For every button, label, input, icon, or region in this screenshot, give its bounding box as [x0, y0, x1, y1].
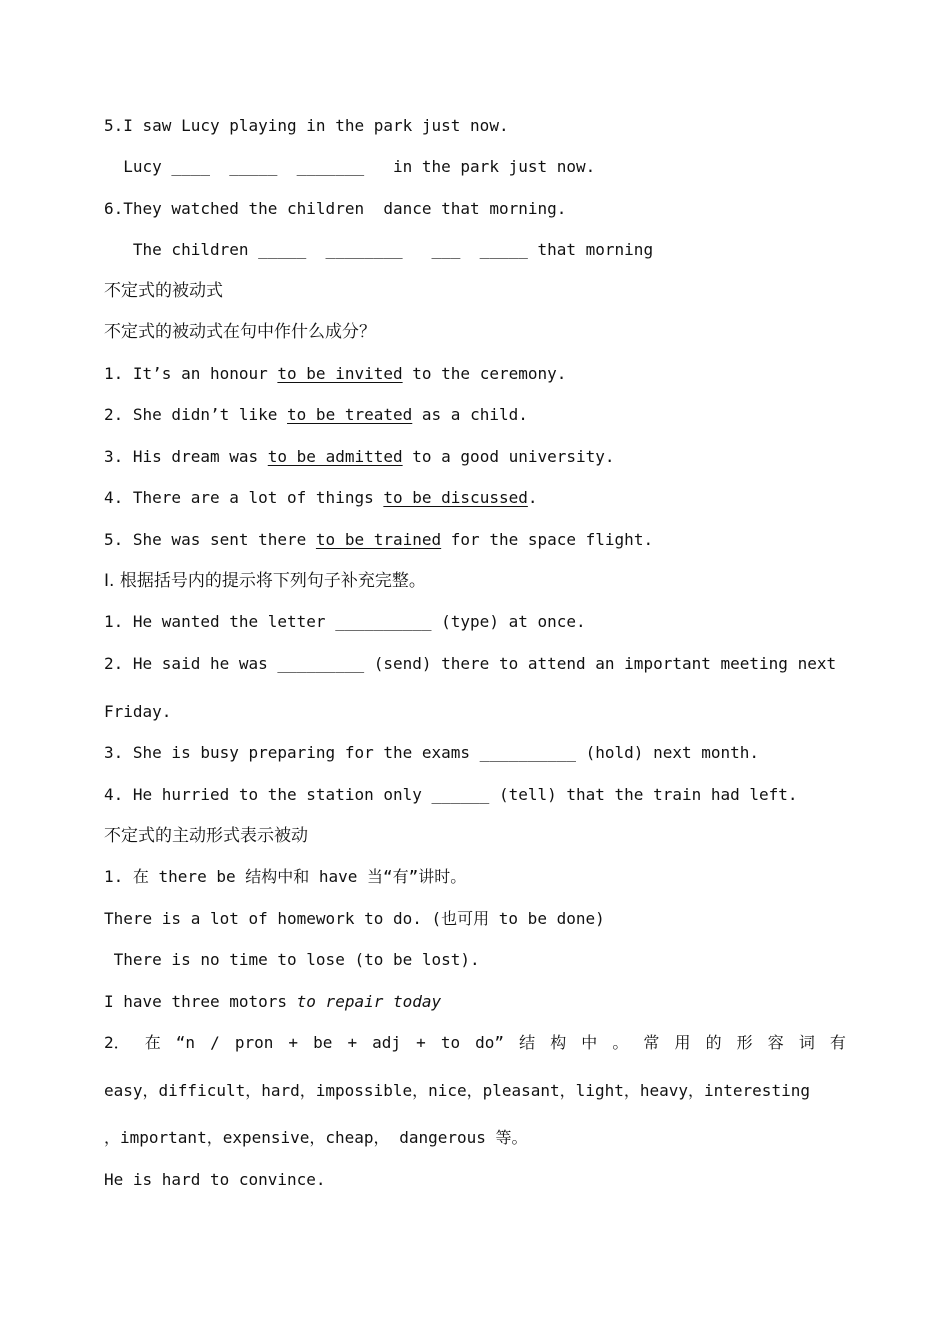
rule-2-token: 中 — [581, 1033, 598, 1052]
rule-2-token: pron — [234, 1033, 274, 1052]
italic-phrase: to repair today — [296, 992, 442, 1011]
example-3 — [104, 447, 615, 469]
rule-2-token: 的 — [705, 1033, 722, 1052]
rule-2-token: / — [210, 1033, 220, 1052]
rule-1-example-2: There is no time to lose (to be lost). — [104, 950, 480, 969]
text: as a child. — [412, 405, 528, 424]
underlined-phrase: to be discussed — [383, 488, 528, 507]
exercise-6-original: 6.They watched the children dance that morning. — [104, 199, 567, 218]
rule-2-token: + — [288, 1033, 299, 1052]
rule-1-example-3 — [104, 992, 441, 1014]
rule-2-token: 结 — [519, 1033, 536, 1052]
rule-2-example: He is hard to convince. — [104, 1170, 326, 1189]
section-heading-passive-infinitive: 不定式的被动式 — [104, 281, 223, 301]
rule-2-token: + — [347, 1033, 358, 1052]
fill-in-2: 2. He said he was _________ (send) there to attend an important meeting next — [104, 654, 837, 673]
underlined-phrase: to be treated — [287, 405, 413, 424]
rule-2-token: 容 — [767, 1033, 784, 1052]
rule-2-token: adj — [372, 1033, 402, 1052]
rule-2-token: 词 — [798, 1033, 815, 1052]
rule-2-token: 用 — [674, 1033, 691, 1052]
underlined-phrase: to be admitted — [267, 447, 403, 466]
rule-2-token: 2． — [104, 1033, 130, 1052]
rule-2-token: 。 — [612, 1033, 629, 1052]
rule-2-token: “n — [175, 1033, 196, 1052]
rule-2-adjectives: easy，difficult，hard，impossible，nice，pleasant，light，heavy，interesting — [104, 1081, 810, 1100]
fill-in-4: 4. He hurried to the station only ______ (tell) that the train had left. — [104, 785, 798, 804]
exercise-5-rewrite: Lucy ____ _____ _______ in the park just now. — [104, 157, 596, 176]
rule-2-adjectives-continued: ，important，expensive，cheap， dangerous 等。 — [104, 1128, 528, 1147]
text: I have three motors — [104, 992, 297, 1011]
text: 1. It’s an honour — [104, 364, 278, 383]
exercise-instructions: I. 根据括号内的提示将下列句子补充完整。 — [104, 571, 426, 591]
example-4 — [104, 488, 538, 510]
rule-2-token: 构 — [550, 1033, 567, 1052]
fill-in-2-continued: Friday. — [104, 702, 172, 721]
rule-1: 1. 在 there be 结构中和 have 当“有”讲时。 — [104, 867, 467, 886]
rule-2-token: 有 — [829, 1033, 846, 1052]
underlined-phrase: to be invited — [277, 364, 403, 383]
exercise-6-rewrite: The children _____ ________ ___ _____ that morning — [104, 240, 654, 259]
example-5 — [104, 530, 653, 552]
text: 3. His dream was — [104, 447, 268, 466]
underlined-phrase: to be trained — [315, 530, 442, 549]
section-question: 不定式的被动式在句中作什么成分？ — [104, 322, 376, 342]
text: 2. She didn’t like — [104, 405, 288, 424]
rule-1-example-1: There is a lot of homework to do. (也可用 to be done) — [104, 909, 605, 928]
text: 4. There are a lot of things — [104, 488, 384, 507]
example-1 — [104, 364, 566, 386]
example-2 — [104, 405, 528, 427]
fill-in-3: 3. She is busy preparing for the exams __________ (hold) next month. — [104, 743, 760, 762]
rule-2-token: be — [313, 1033, 333, 1052]
rule-2-token: 在 — [144, 1033, 161, 1052]
fill-in-1: 1. He wanted the letter __________ (type) at once. — [104, 612, 586, 631]
rule-2-token: + — [416, 1033, 426, 1052]
rule-2-token: 常 — [643, 1033, 660, 1052]
exercise-5-original: 5.I saw Lucy playing in the park just now. — [104, 116, 509, 135]
rule-2-token: do” — [475, 1033, 505, 1052]
text: . — [527, 488, 538, 507]
rule-2-token: 形 — [736, 1033, 753, 1052]
text: for the space flight. — [441, 530, 654, 549]
text: 5. She was sent there — [104, 530, 316, 549]
rule-2 — [104, 1033, 846, 1053]
text: to a good university. — [402, 447, 615, 466]
section-heading-active-form: 不定式的主动形式表示被动 — [104, 826, 308, 846]
text: to the ceremony. — [402, 364, 567, 383]
rule-2-token: to — [440, 1033, 461, 1052]
